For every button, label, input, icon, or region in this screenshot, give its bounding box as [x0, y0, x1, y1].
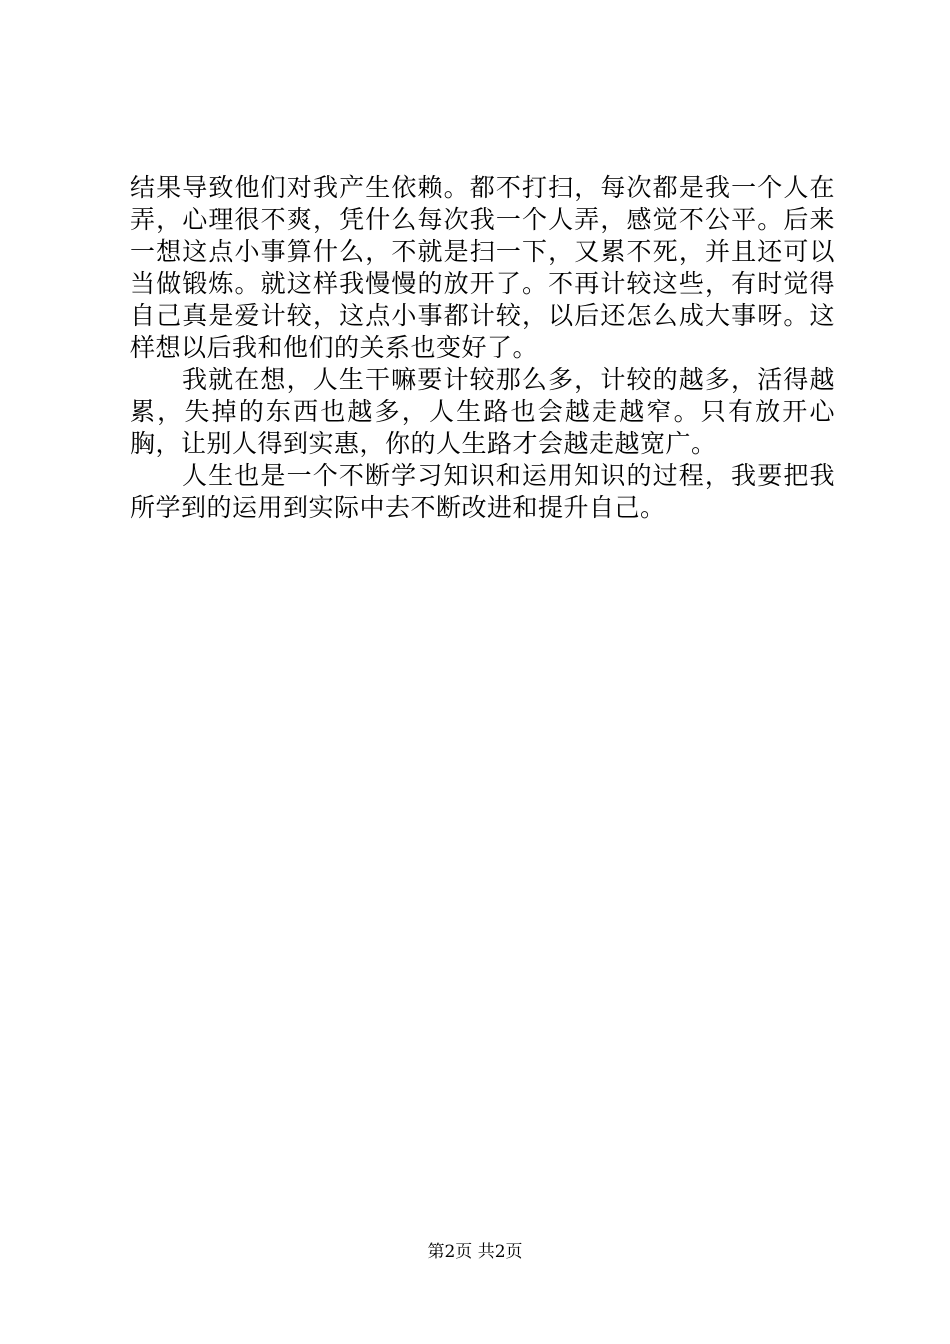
- paragraph-3: 人生也是一个不断学习知识和运用知识的过程，我要把我所学到的运用到实际中去不断改进和提升自己。: [130, 461, 835, 522]
- page-footer: 第2页 共2页: [427, 1242, 523, 1262]
- paragraph-2: 我就在想，人生干嘛要计较那么多，计较的越多，活得越累，失掉的东西也越多，人生路也会越走越窄。只有放开心胸，让别人得到实惠，你的人生路才会越走越宽广。: [130, 365, 835, 458]
- document-body: [130, 172, 835, 524]
- paragraph-1: 结果导致他们对我产生依赖。都不打扫，每次都是我一个人在弄，心理很不爽，凭什么每次我一个人弄，感觉不公平。后来一想这点小事算什么，不就是扫一下，又累不死，并且还可以当做锻炼。就这样我慢慢的放开了。不再计较这些，有时觉得自己真是爱计较，这点小事都计较，以后还怎么成大事呀。这样想以后我和他们的关系也变好了。: [130, 173, 835, 362]
